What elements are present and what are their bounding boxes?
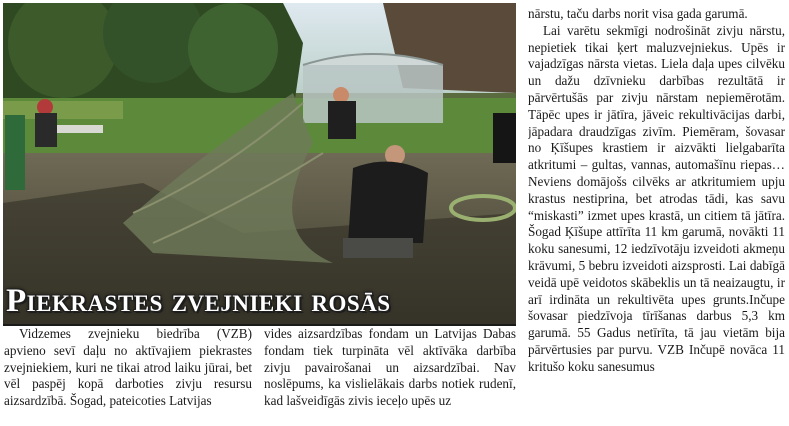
paragraph-intro-continued: vides aizsardzības fondam un Latvijas Dabas fondam tiek turpināta vēl aktīvāka darbība zivju pavairošanai un aizsardzībai. Nav noslēpums, ka vislielākais darbs notiek rudenī, kad lašveidīgās zivis ieceļo upēs uz: [264, 326, 516, 409]
article-column-1: [4, 326, 252, 424]
paragraph-intro-end: nārstu, taču darbs norit visa gada garumā.: [528, 6, 748, 21]
photo-scene: [3, 3, 516, 326]
article-column-2: [264, 326, 516, 424]
article-column-3: [528, 6, 785, 424]
paragraph-intro: Vidzemes zvejnieku biedrība (VZB) apvieno sevī daļu no aktīvajiem piekrastes zvejniekiem, kuri ne tikai atrod laiku jūrai, bet vēl paspēj kopā darboties zivju resursu aizsardzībā. Šogad, pateicoties Latvijas: [4, 326, 252, 409]
green-barrel: [5, 115, 25, 190]
paragraph-river-cleaning: Lai varētu sekmīgi nodrošināt zivju nārstu, nepietiek tikai ķert maluzvejniekus. Upēs ir vajadzīgas nārsta vietas. Liela daļa upes cilvēku un dažu dzīvnieku darbības rezultātā ir pārvērtušās par zivju nārstam nepiemērotām. Tāpēc upes ir jātīra, jāveic rekultivācijas darbi, jāpadara draudzīgas zivīm. Piemēram, šovasar no Ķīšupes krastiem ir aizvākti lielgabarīta atkritumi – gultas, vannas, automašīnu riepas… Neviens domājošs cilvēks ar atkritumiem upju krastus nestiprina, bet atrodas tādi, kas savu “miskasti” izmet upes krastā, un citiem tā jātīra. Šogad Ķīšupe attīrīta 11 km garumā, novākti 11 koku sanesumi, 12 iedzīvotāju izveidoti akmeņu krāvumi, 5 bebru izveidoti aizsprosti. Lai dabīgā veidā upē veidotos skābeklis un tā neaizaugtu, ir arī irdināta un rekultivēta upes grunts.Inčupe šovasar piedzīvoja tīrīšanas darbus 5,3 km garumā. 55 Gadus netīrīta, tā jau vietām bija pārvērtusies par purvu. VZB Inčupē novāca 11 kritušo koku sanesumus: [528, 22, 785, 374]
greenhouse: [303, 65, 443, 123]
person-crouching: [348, 162, 428, 243]
article-photo: [3, 3, 516, 326]
article-headline: Piekrastes zvejnieki rosās: [6, 283, 391, 319]
person-sitting: [35, 113, 57, 147]
person-standing: [328, 101, 356, 139]
